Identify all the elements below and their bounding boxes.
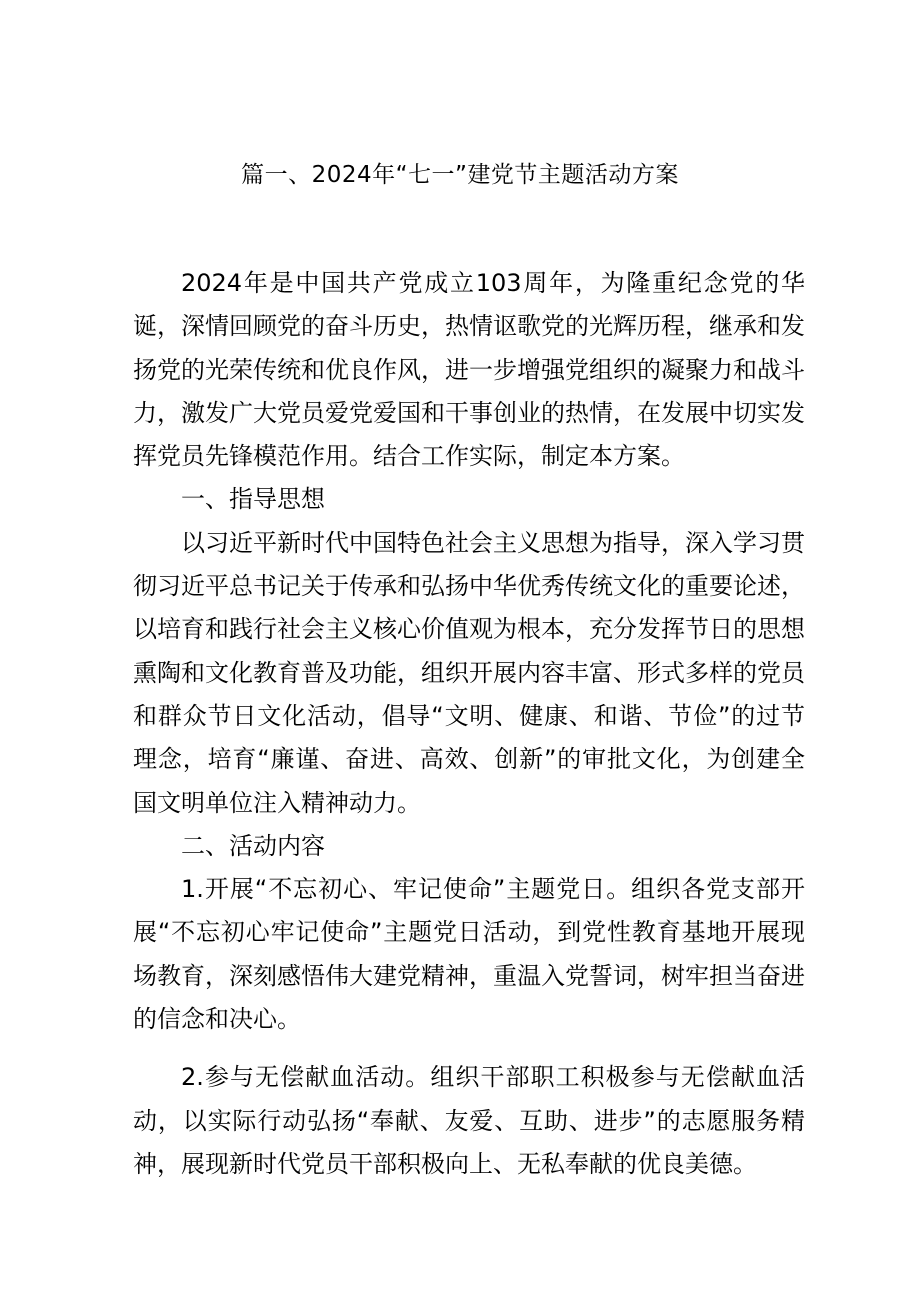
section-heading-activity-content: 二、活动内容 [181,831,325,860]
activity-item-1-paragraph: 1.开展“不忘初心、牢记使命”主题党日。组织各党支部开展“不忘初心牢记使命”主题党日活动，到党性教育基地开展现场教育，深刻感悟伟大建党精神，重温入党誓词，树牢担当奋进的信念和决心。 [133,875,805,1034]
document-title: 篇一、2024年“七一”建党节主题活动方案 [241,162,679,188]
guiding-ideology-paragraph: 以习近平新时代中国特色社会主义思想为指导，深入学习贯彻习近平总书记关于传承和弘扬中华优秀传统文化的重要论述，以培育和践行社会主义核心价值观为根本，充分发挥节日的思想熏陶和文化教育普及功能，组织开展内容丰富、形式多样的党员和群众节日文化活动，倡导“文明、健康、和谐、节俭”的过节理念，培育“廉谨、奋进、高效、创新”的审批文化，为创建全国文明单位注入精神动力。 [133,528,805,817]
activity-item-2-paragraph: 2.参与无偿献血活动。组织干部职工积极参与无偿献血活动，以实际行动弘扬“奉献、友爱、互助、进步”的志愿服务精神，展现新时代党员干部积极向上、无私奉献的优良美德。 [133,1063,805,1178]
document-body [133,262,805,1186]
section-heading-guiding-ideology: 一、指导思想 [181,485,325,514]
intro-paragraph: 2024年是中国共产党成立103周年，为隆重纪念党的华诞，深情回顾党的奋斗历史，热情讴歌党的光辉历程，继承和发扬党的光荣传统和优良作风，进一步增强党组织的凝聚力和战斗力，激发广大党员爱党爱国和干事创业的热情，在发展中切实发挥党员先锋模范作用。结合工作实际，制定本方案。 [133,269,805,471]
